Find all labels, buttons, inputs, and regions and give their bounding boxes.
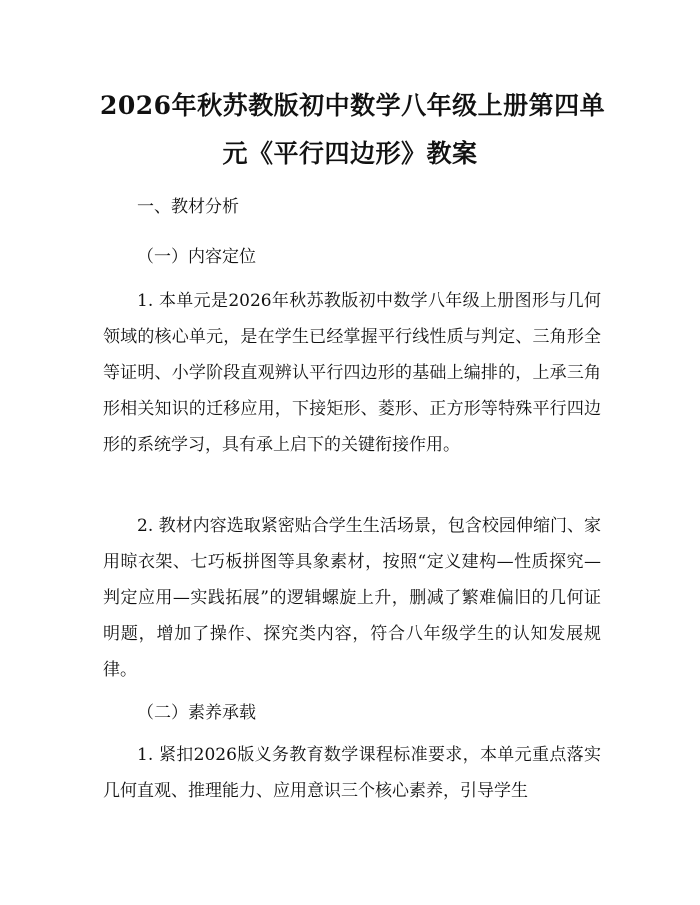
paragraph-content-positioning-1: 1. 本单元是2026年秋苏教版初中数学八年级上册图形与几何领域的核心单元，是在学生已经掌握平行线性质与判定、三角形全等证明、小学阶段直观辨认平行四边形的基础上编排的，上承三角形相关知识的迁移应用，下接矩形、菱形、正方形等特殊平行四边形的系统学习，具有承上启下的关键衔接作用。	[103, 291, 601, 455]
paragraph-literacy-bearing-1: 1. 紧扣2026版义务教育数学课程标准要求，本单元重点落实几何直观、推理能力、应用意识三个核心素养，引导学生	[103, 745, 601, 801]
subsection-heading-content-positioning: （一）内容定位	[137, 247, 256, 267]
section-heading-teaching-material-analysis: 一、教材分析	[137, 197, 239, 217]
document-title-line-2: 元《平行四边形》教案	[222, 139, 478, 168]
paragraph-content-positioning-2: 2. 教材内容选取紧密贴合学生生活场景，包含校园伸缩门、家用晾衣架、七巧板拼图等具象素材，按照“定义建构—性质探究—判定应用—实践拓展”的逻辑螺旋上升，删减了繁难偏旧的几何证明题，增加了操作、探究类内容，符合八年级学生的认知发展规律。	[103, 516, 601, 680]
subsection-heading-literacy-bearing: （二）素养承载	[137, 703, 256, 723]
document-title-line-1: 2026年秋苏教版初中数学八年级上册第四单	[100, 91, 606, 120]
